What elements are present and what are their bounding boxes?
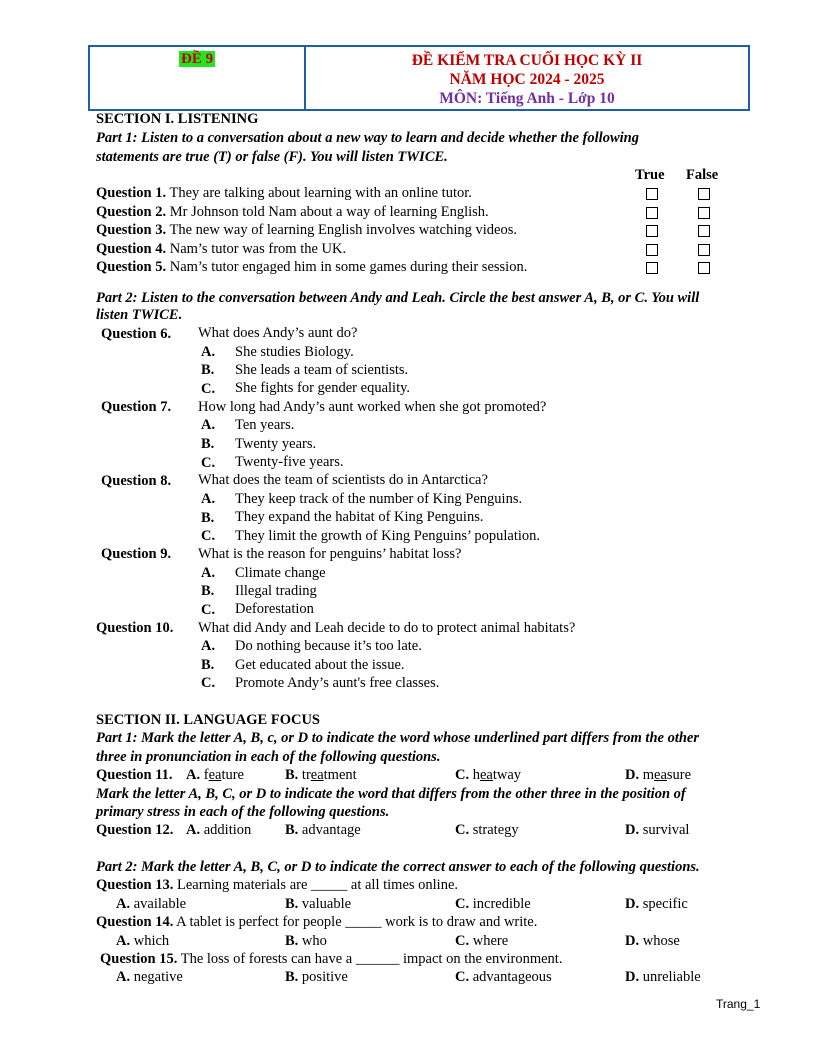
option-d[interactable]: D. measure (625, 767, 692, 783)
question: Question 13. Learning materials are _____ at all times online. (96, 877, 459, 893)
header-right-cell (306, 47, 748, 109)
header-box (88, 45, 750, 111)
false-checkbox-q5[interactable] (698, 262, 710, 274)
subject-line: MÔN: Tiếng Anh - Lớp 10 (439, 90, 615, 107)
question: Question 14. A tablet is perfect for people _____ work is to draw and write. (96, 914, 538, 930)
option-text: Get educated about the issue. (235, 657, 405, 673)
option-text: Do nothing because it’s too late. (235, 638, 422, 654)
option-a[interactable]: A. which (116, 933, 170, 949)
option-letter[interactable]: B. (201, 657, 215, 673)
option-letter[interactable]: B. (201, 436, 215, 452)
option-letter[interactable]: C. (201, 528, 216, 544)
true-column-header: True (635, 167, 665, 183)
true-checkbox-q5[interactable] (646, 262, 658, 274)
exam-title: ĐỀ KIỂM TRA CUỐI HỌC KỲ II (411, 52, 643, 69)
option-c[interactable]: C. strategy (455, 822, 519, 838)
option-a[interactable]: A. available (116, 896, 187, 912)
page-number: Trang_1 (716, 997, 761, 1011)
option-text: Twenty-five years. (235, 454, 344, 470)
section2-part1-instruction-1: Part 1: Mark the letter A, B, c, or D to indicate the word whose underlined part differs from the other (96, 730, 699, 746)
option-letter[interactable]: A. (201, 491, 216, 507)
tf-question: Question 1. They are talking about learning with an online tutor. (96, 185, 472, 201)
option-c[interactable]: C. where (455, 933, 509, 949)
option-text: Deforestation (235, 601, 314, 617)
option-c[interactable]: C. heatway (455, 767, 522, 783)
option-text: She studies Biology. (235, 344, 354, 360)
option-letter[interactable]: B. (201, 362, 215, 378)
question-label: Question 8. (101, 473, 172, 489)
option-a[interactable]: A. addition (186, 822, 252, 838)
option-b[interactable]: B. advantage (285, 822, 361, 838)
option-letter[interactable]: B. (201, 583, 215, 599)
section1-part1-instruction-1: Part 1: Listen to a conversation about a new way to learn and decide whether the following (96, 130, 639, 146)
question-label: Question 6. (101, 326, 172, 342)
option-letter[interactable]: B. (201, 510, 215, 526)
section1-title: SECTION I. LISTENING (96, 111, 259, 127)
option-c[interactable]: C. incredible (455, 896, 531, 912)
option-letter[interactable]: A. (201, 344, 216, 360)
question-label: Question 9. (101, 546, 172, 562)
option-b[interactable]: B. positive (285, 969, 348, 985)
false-checkbox-q3[interactable] (698, 225, 710, 237)
tf-question: Question 2. Mr Johnson told Nam about a way of learning English. (96, 204, 489, 220)
option-b[interactable]: B. valuable (285, 896, 352, 912)
school-year: NĂM HỌC 2024 - 2025 (449, 71, 605, 88)
question-text: How long had Andy’s aunt worked when she got promoted? (198, 399, 547, 415)
tf-question: Question 4. Nam’s tutor was from the UK. (96, 241, 347, 257)
option-d[interactable]: D. unreliable (625, 969, 701, 985)
option-b[interactable]: B. treatment (285, 767, 357, 783)
header-left-cell (90, 47, 306, 109)
option-a[interactable]: A. feature (186, 767, 244, 783)
section1-part1-instruction-2: statements are true (T) or false (F). You will listen TWICE. (96, 149, 448, 165)
stress-instruction-2: primary stress in each of the following questions. (96, 804, 390, 820)
option-letter[interactable]: C. (201, 675, 216, 691)
option-c[interactable]: C. advantageous (455, 969, 552, 985)
false-checkbox-q2[interactable] (698, 207, 710, 219)
stress-instruction-1: Mark the letter A, B, C, or D to indicate the word that differs from the other three in the position of (96, 786, 686, 802)
option-text: They keep track of the number of King Penguins. (235, 491, 523, 507)
section2-part2-instruction: Part 2: Mark the letter A, B, C, or D to indicate the correct answer to each of the following questions. (96, 859, 700, 875)
true-checkbox-q1[interactable] (646, 188, 658, 200)
option-text: They expand the habitat of King Penguins. (235, 509, 484, 525)
true-checkbox-q4[interactable] (646, 244, 658, 256)
false-column-header: False (686, 167, 719, 183)
option-text: Climate change (235, 565, 326, 581)
false-checkbox-q1[interactable] (698, 188, 710, 200)
tf-question: Question 3. The new way of learning English involves watching videos. (96, 222, 517, 238)
section2-part1-instruction-2: three in pronunciation in each of the following questions. (96, 749, 441, 765)
question-label: Question 12. (96, 822, 174, 838)
question-label: Question 10. (96, 620, 174, 636)
section1-part2-instruction-2: listen TWICE. (96, 307, 183, 323)
question-text: What did Andy and Leah decide to do to protect animal habitats? (198, 620, 576, 636)
option-text: Illegal trading (235, 583, 317, 599)
question-text: What does Andy’s aunt do? (198, 325, 358, 341)
option-b[interactable]: B. who (285, 933, 327, 949)
true-checkbox-q2[interactable] (646, 207, 658, 219)
tf-question: Question 5. Nam’s tutor engaged him in some games during their session. (96, 259, 528, 275)
option-letter[interactable]: C. (201, 381, 216, 397)
option-letter[interactable]: A. (201, 565, 216, 581)
option-text: Twenty years. (235, 436, 317, 452)
option-d[interactable]: D. survival (625, 822, 690, 838)
option-text: She leads a team of scientists. (235, 362, 409, 378)
option-letter[interactable]: A. (201, 417, 216, 433)
option-d[interactable]: D. whose (625, 933, 680, 949)
option-letter[interactable]: C. (201, 602, 216, 618)
exam-number-tag: ĐỀ 9 (181, 51, 214, 67)
option-text: They limit the growth of King Penguins’ population. (235, 528, 541, 544)
false-checkbox-q4[interactable] (698, 244, 710, 256)
option-letter[interactable]: A. (201, 638, 216, 654)
option-letter[interactable]: C. (201, 455, 216, 471)
question: Question 15. The loss of forests can have a ______ impact on the environment. (100, 951, 563, 967)
option-text: She fights for gender equality. (235, 380, 411, 396)
question-text: What does the team of scientists do in Antarctica? (198, 472, 488, 488)
section2-title: SECTION II. LANGUAGE FOCUS (96, 712, 320, 728)
question-label: Question 7. (101, 399, 172, 415)
option-text: Promote Andy’s aunt's free classes. (235, 675, 440, 691)
section1-part2-instruction-1: Part 2: Listen to the conversation between Andy and Leah. Circle the best answer A, B, or C. You will (96, 290, 700, 306)
question-label: Question 11. (96, 767, 173, 783)
true-checkbox-q3[interactable] (646, 225, 658, 237)
option-text: Ten years. (235, 417, 295, 433)
option-d[interactable]: D. specific (625, 896, 688, 912)
question-text: What is the reason for penguins’ habitat loss? (198, 546, 462, 562)
option-a[interactable]: A. negative (116, 969, 183, 985)
